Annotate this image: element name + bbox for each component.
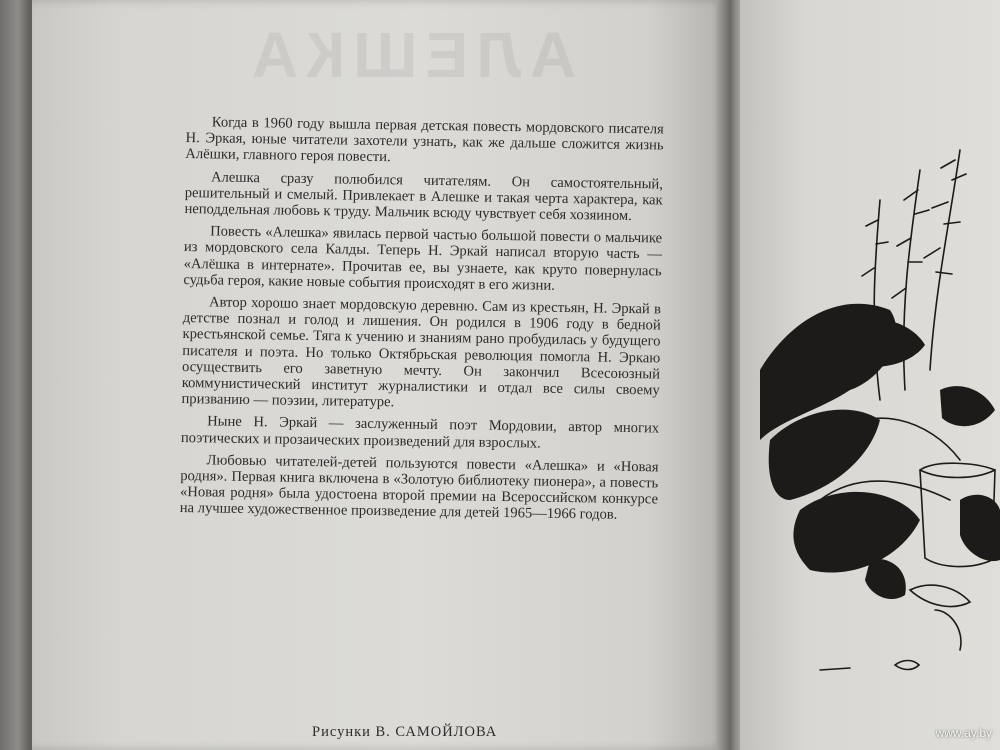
watermark: www.ay.by	[935, 726, 992, 740]
paragraph-5: Ныне Н. Эркай — заслуженный поэт Мордовии, автор многих поэтических и прозаических произведений для взрослых.	[180, 413, 660, 452]
paragraph-1: Когда в 1960 году вышла первая детская повесть мордовского писателя Н. Эркая, юные читатели захотели узнать, как же дальше сложится жизнь Алёшки, главного героя повести.	[185, 114, 664, 166]
paragraph-6: Любовью читателей-детей пользуются повести «Алешка» и «Новая родня». Первая книга включена в «Золотую библиотеку пионера», а повесть «Новая родня» была удостоена второй премии на Всероссийском конкурсе на лучшее художественное произведение для детей 1965—1966 годов.	[179, 452, 659, 524]
bleed-through-title: АЛЕШКА	[243, 19, 577, 91]
ink-illustration	[760, 140, 1000, 700]
paragraph-2: Алешка сразу полюбился читателям. Он самостоятельный, решительный и смелый. Привлекает в Алешке и такая черта характера, как неподдельная любовь к труду. Мальчик всюду чувствует себя хозяином.	[184, 169, 664, 225]
illustrator-credit: Рисунки В. САМОЙЛОВА	[312, 724, 498, 740]
annotation-text	[180, 114, 664, 530]
paragraph-3: Повесть «Алешка» явилась первой частью большой повести о мальчике из мордовского села Калды. Теперь Н. Эркай написал вторую часть — «Алёшка в интернате». Прочитав ее, вы узнаете, как круто повернулась судьба героя, какие новые события происходят в его жизни.	[183, 223, 663, 294]
paragraph-4: Автор хорошо знает мордовскую деревню. Сам из крестьян, Н. Эркай в детстве познал и голод и лишения. Он родился в 1906 году в бедной крестьянской семье. Тяга к учению и знаниям рано пробудилась у будущего писателя и поэта. Но только Октябрьская революция помогла Н. Эркаю осуществить его заветную мечту. Он закончил Всесоюзный коммунистический институт журналистики и отдал все силы своему призванию — поэзии, литературе.	[181, 294, 662, 411]
